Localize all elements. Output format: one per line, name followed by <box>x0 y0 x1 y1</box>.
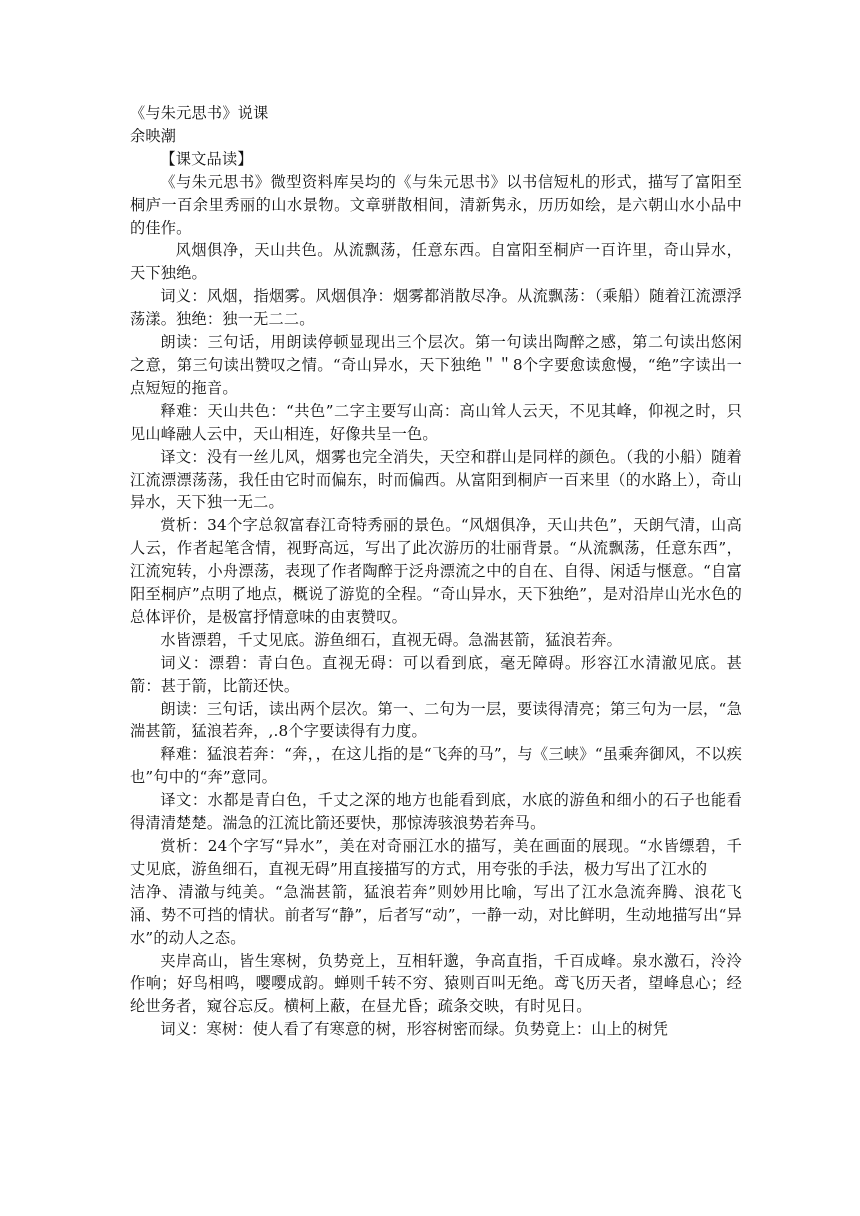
document-title: 《与朱元思书》说课 <box>130 104 269 122</box>
document-page <box>130 102 742 1041</box>
paragraph-vocab-3: 词义：寒树：使人看了有寒意的树，形容树密而绿。负势竟上：山上的树凭 <box>160 1020 669 1039</box>
paragraph-difficulty-1: 释难：天山共色：“共色”二字主要写山高：高山耸人云天，不见其峰，仰视之时，只见山峰融人云中，天山相连，好像共呈一色。 <box>130 401 742 443</box>
paragraph-appreciation-2: 赏析：24个字写“异水”，美在对奇丽江水的描写，美在画面的展现。“水皆缥碧，千丈见底，游鱼细石，直视无碍”用直接描写的方式，用夸张的手法，极力写出了江水的 <box>130 837 742 878</box>
section-heading: 【课文品读】 <box>160 149 253 168</box>
paragraph-reading-2: 朗读：三句话，读出两个层次。第一、二句为一层，要读得清亮；第三句为一层，“急湍甚箭，猛浪若奔，,.8个字要读得有力度。 <box>130 699 742 741</box>
paragraph-text-2: 水皆漂碧，千丈见底。游鱼细石，直视无碍。急湍甚箭，猛浪若奔。 <box>160 630 623 649</box>
paragraph-translation-1: 译文：没有一丝儿风，烟雾也完全消失，天空和群山是同样的颜色。（我的小船）随着江流漂漂荡荡，我任由它时而偏东，时而偏西。从富阳到桐庐一百来里（的水路上），奇山异水，天下独一无二。 <box>130 447 742 512</box>
paragraph-appreciation-1: 赏析：34个字总叙富春江奇特秀丽的景色。“风烟俱净，天山共色”，天朗气清，山高人云，作者起笔含情，视野高远，写出了此次游历的壮丽背景。“从流飘荡，任意东西”，江流宛转，小舟漂荡，表现了作者陶醉于泛舟漂流之中的自在、自得、闲适与惬意。“自富阳至桐庐”点明了地点，概说了游览的全程。“奇山异水，天下独绝”，是对沿岸山光水色的总体评价，是极富抒情意味的由衷赞叹。 <box>130 516 742 626</box>
paragraph-intro: 《与朱元思书》微型资料库吴均的《与朱元思书》以书信短札的形式，描写了富阳至桐庐一百余里秀丽的山水景物。文章骈散相间，清新隽永，历历如绘，是六朝山水小品中的佳作。 <box>130 172 742 237</box>
paragraph-appreciation-2-cont: 洁净、清澈与纯美。“急湍甚箭，猛浪若奔”则妙用比喻，写出了江水急流奔腾、浪花飞涌、势不可挡的情状。前者写“静”，后者写“动”，一静一动，对比鲜明，生动地描写出“异水”的动人之态。 <box>130 882 742 947</box>
document-author: 余映潮 <box>130 126 177 145</box>
paragraph-reading-1: 朗读：三句话，用朗读停顿显现出三个层次。第一句读出陶醉之感，第二句读出悠闲之意，第三句读出赞叹之情。“奇山异水，天下独绝＂＂8个字要愈读愈慢，“绝”字读出一点短短的拖音。 <box>130 333 742 397</box>
paragraph-translation-2: 译文：水都是青白色，千丈之深的地方也能看到底，水底的游鱼和细小的石子也能看得清清楚楚。湍急的江流比箭还要快，那惊涛骇浪势若奔马。 <box>130 791 742 833</box>
paragraph-text-1: 风烟俱净，天山共色。从流飘荡，任意东西。自富阳至桐庐一百许里，奇山异水，天下独绝。 <box>130 241 742 283</box>
paragraph-text-3: 夹岸高山，皆生寒树，负势竞上，互相轩邈，争高直指，千百成峰。泉水激石，泠泠作响；好鸟相鸣，嘤嘤成韵。蝉则千转不穷、猿则百叫无绝。鸢飞历天者，望峰息心；经纶世务者，窥谷忘反。横柯上蔽，在昼尤昏；疏条交映，有时见日。 <box>130 951 742 1016</box>
paragraph-difficulty-2: 释难：猛浪若奔：“奔，，在这儿指的是“飞奔的马”，与《三峡》“虽乘奔御风，不以疾也”句中的“奔”意同。 <box>130 745 742 787</box>
paragraph-vocab-1: 词义：风烟，指烟雾。风烟俱净：烟雾都消散尽净。从流飘荡：（乘船）随着江流漂浮荡漾。独绝：独一无二二。 <box>130 287 742 329</box>
paragraph-vocab-2: 词义：漂碧：青白色。直视无碍：可以看到底，毫无障碍。形容江水清澈见底。甚箭：甚于箭，比箭还快。 <box>130 653 742 695</box>
